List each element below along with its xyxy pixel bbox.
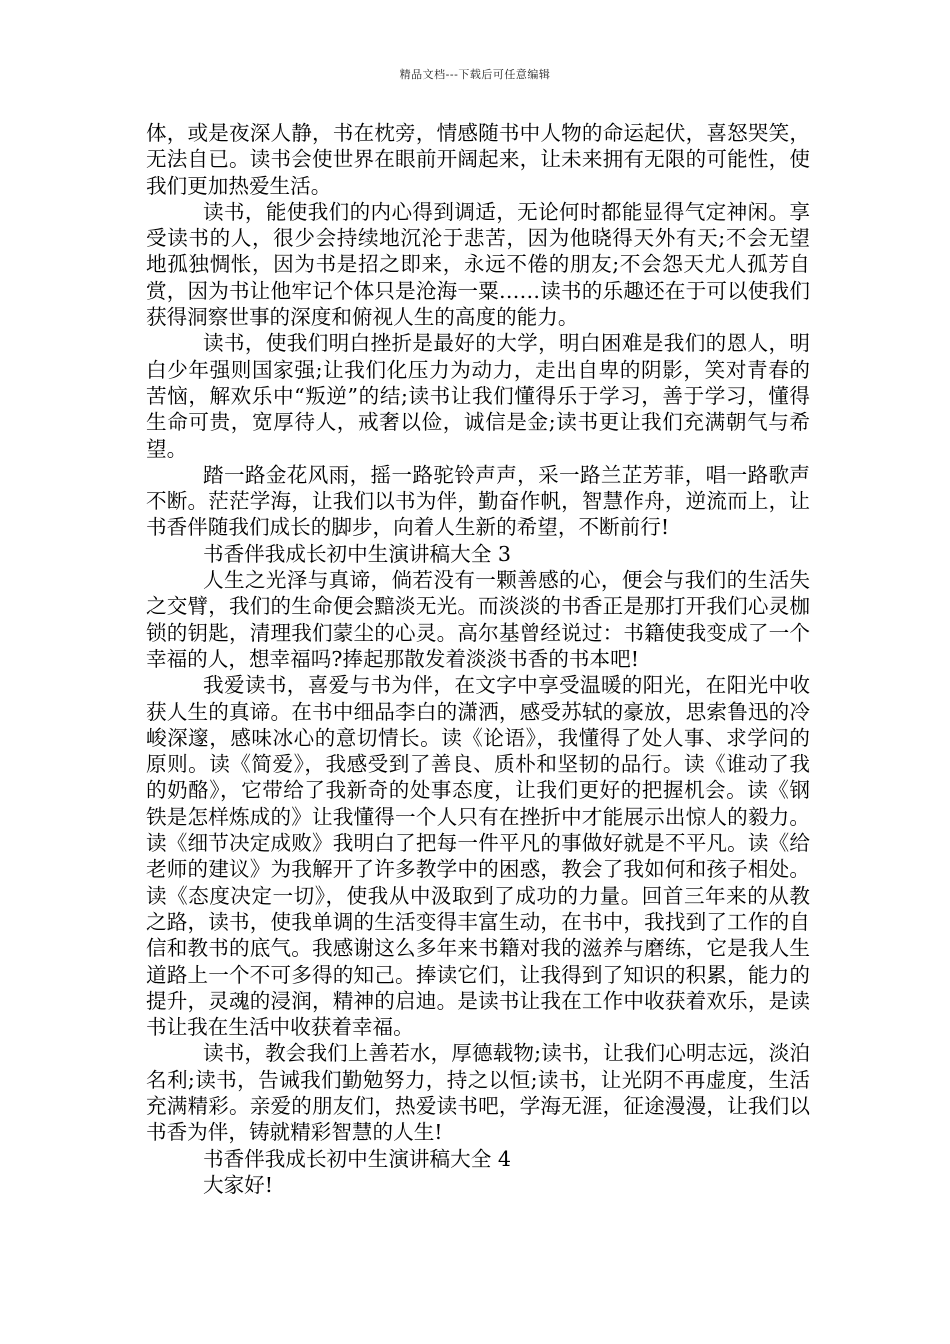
section-heading: 书香伴我成长初中生演讲稿大全 4 xyxy=(203,1146,511,1171)
paragraph: 我爱读书，喜爱与书为伴，在文字中享受温暖的阳光，在阳光中收获人生的真谛。在书中细品李白的潇洒，感受苏轼的豪放，思索鲁迅的冷峻深邃，感味冰心的意切情长。读《论语》，我懂得了处人事、求学问的原则。读《简爱》，我感受到了善良、质朴和坚韧的品行。读《谁动了我的奶酪》，它带给了我新奇的处事态度，让我们更好的把握机会。读《钢铁是怎样炼成的》让我懂得一个人只有在挫折中才能展示出惊人的毅力。读《细节决定成败》我明白了把每一件平凡的事做好就是不平凡。读《给老师的建议》为我解开了许多教学中的困惑，教会了我如何和孩子相处。读《态度决定一切》，使我从中汲取到了成功的力量。回首三年来的从教之路，读书，使我单调的生活变得丰富生动，在书中，我找到了工作的自信和教书的底气。我感谢这么多年来书籍对我的滋养与磨练，它是我人生道路上一个不可多得的知己。捧读它们，让我得到了知识的积累，能力的提升，灵魂的浸润，精神的启迪。是读书让我在工作中收获着欢乐，是读书让我在生活中收获着幸福。 xyxy=(146,673,810,1040)
section-heading: 书香伴我成长初中生演讲稿大全 3 xyxy=(203,541,511,566)
paragraph: 读书，使我们明白挫折是最好的大学，明白困难是我们的恩人，明白少年强则国家强;让我们化压力为动力，走出自卑的阴影，笑对青春的苦恼，解欢乐中“叛逆”的结;读书让我们懂得乐于学习，善于学习，懂得生命可贵，宽厚待人，戒奢以俭，诚信是金;读书更让我们充满朝气与希望。 xyxy=(146,331,810,461)
paragraph: 人生之光泽与真谛，倘若没有一颗善感的心，便会与我们的生活失之交臂，我们的生命便会黯淡无光。而淡淡的书香正是那打开我们心灵枷锁的钥匙，清理我们蒙尘的心灵。高尔基曾经说过：书籍使我变成了一个幸福的人，想幸福吗?捧起那散发着淡淡书香的书本吧! xyxy=(146,568,810,671)
document-body xyxy=(146,120,810,1198)
paragraph: 读书，教会我们上善若水，厚德载物;读书，让我们心明志远，淡泊名利;读书，告诫我们勤勉努力，持之以恒;读书，让光阴不再虚度，生活充满精彩。亲爱的朋友们，热爱读书吧，学海无涯，征途漫漫，让我们以书香为伴，铸就精彩智慧的人生! xyxy=(146,1041,810,1145)
page-header: 精品文档---下载后可任意编辑 xyxy=(399,68,551,81)
paragraph: 大家好! xyxy=(203,1172,274,1197)
paragraph: 体，或是夜深人静，书在枕旁，情感随书中人物的命运起伏，喜怒哭笑，无法自已。读书会使世界在眼前开阔起来，让未来拥有无限的可能性，使我们更加热爱生活。 xyxy=(146,121,810,198)
paragraph: 读书，能使我们的内心得到调适，无论何时都能显得气定神闲。享受读书的人，很少会持续地沉沦于悲苦，因为他晓得天外有天;不会无望地孤独惆怅，因为书是招之即来，永远不倦的朋友;不会怨天尤人孤芳自赏，因为书让他牢记个体只是沧海一粟……读书的乐趣还在于可以使我们获得洞察世事的深度和俯视人生的高度的能力。 xyxy=(146,199,810,330)
paragraph: 踏一路金花风雨，摇一路驼铃声声，采一路兰芷芳菲，唱一路歌声不断。茫茫学海，让我们以书为伴，勤奋作帆，智慧作舟，逆流而上，让书香伴随我们成长的脚步，向着人生新的希望，不断前行! xyxy=(146,462,810,540)
